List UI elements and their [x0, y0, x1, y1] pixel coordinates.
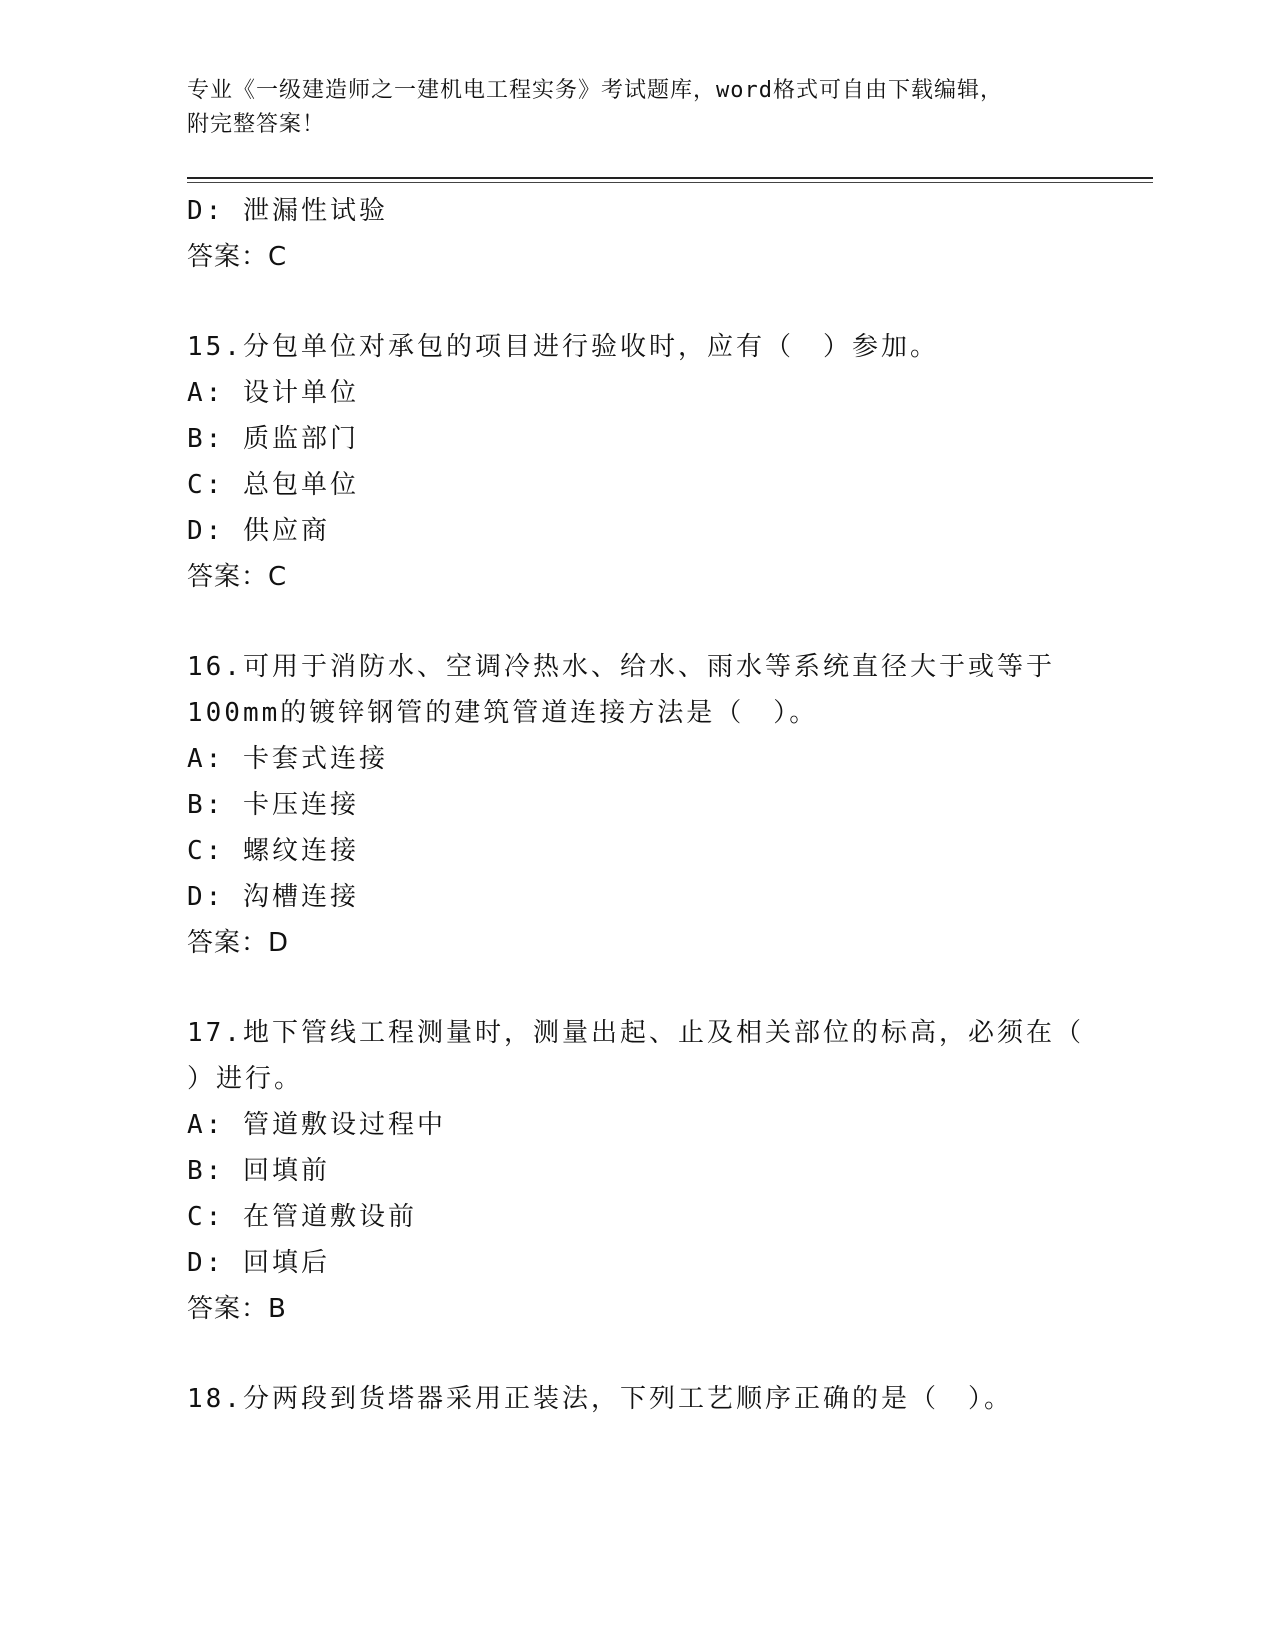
spacer	[187, 280, 1087, 324]
spacer	[187, 1332, 1087, 1376]
question-list	[187, 188, 1087, 1422]
option-d: D: 泄漏性试验	[187, 196, 388, 226]
question-stem: 16.可用于消防水、空调冷热水、给水、雨水等系统直径大于或等于	[187, 652, 1055, 682]
option-c: C: 在管道敷设前	[187, 1202, 417, 1232]
answer-line: 答案：C	[187, 242, 288, 272]
answer-line: 答案：D	[187, 928, 290, 958]
option-b: B: 质监部门	[187, 424, 359, 454]
header-line-2: 附完整答案！	[187, 112, 326, 137]
answer-line: 答案：B	[187, 1294, 287, 1324]
spacer	[187, 600, 1087, 644]
option-d: D: 供应商	[187, 516, 330, 546]
option-d: D: 沟槽连接	[187, 882, 359, 912]
question-stem: 15.分包单位对承包的项目进行验收时，应有（ ）参加。	[187, 332, 939, 362]
header-divider	[187, 177, 1153, 179]
question-stem: 17.地下管线工程测量时，测量出起、止及相关部位的标高，必须在（	[187, 1018, 1084, 1048]
option-a: A: 管道敷设过程中	[187, 1110, 446, 1140]
page-header	[187, 74, 1067, 142]
option-b: B: 卡压连接	[187, 790, 359, 820]
question-stem: 18.分两段到货塔器采用正装法，下列工艺顺序正确的是（ ）。	[187, 1384, 1013, 1414]
option-a: A: 设计单位	[187, 378, 359, 408]
option-d: D: 回填后	[187, 1248, 330, 1278]
answer-line: 答案：C	[187, 562, 288, 592]
question-stem-continued: ）进行。	[187, 1064, 304, 1094]
option-b: B: 回填前	[187, 1156, 330, 1186]
spacer	[187, 966, 1087, 1010]
option-a: A: 卡套式连接	[187, 744, 388, 774]
header-line-1: 专业《一级建造师之一建机电工程实务》考试题库，word格式可自由下载编辑，	[187, 78, 1003, 103]
option-c: C: 总包单位	[187, 470, 359, 500]
header-divider-thin	[187, 182, 1153, 183]
option-c: C: 螺纹连接	[187, 836, 359, 866]
question-stem-continued: 100mm的镀锌钢管的建筑管道连接方法是（ ）。	[187, 698, 819, 728]
